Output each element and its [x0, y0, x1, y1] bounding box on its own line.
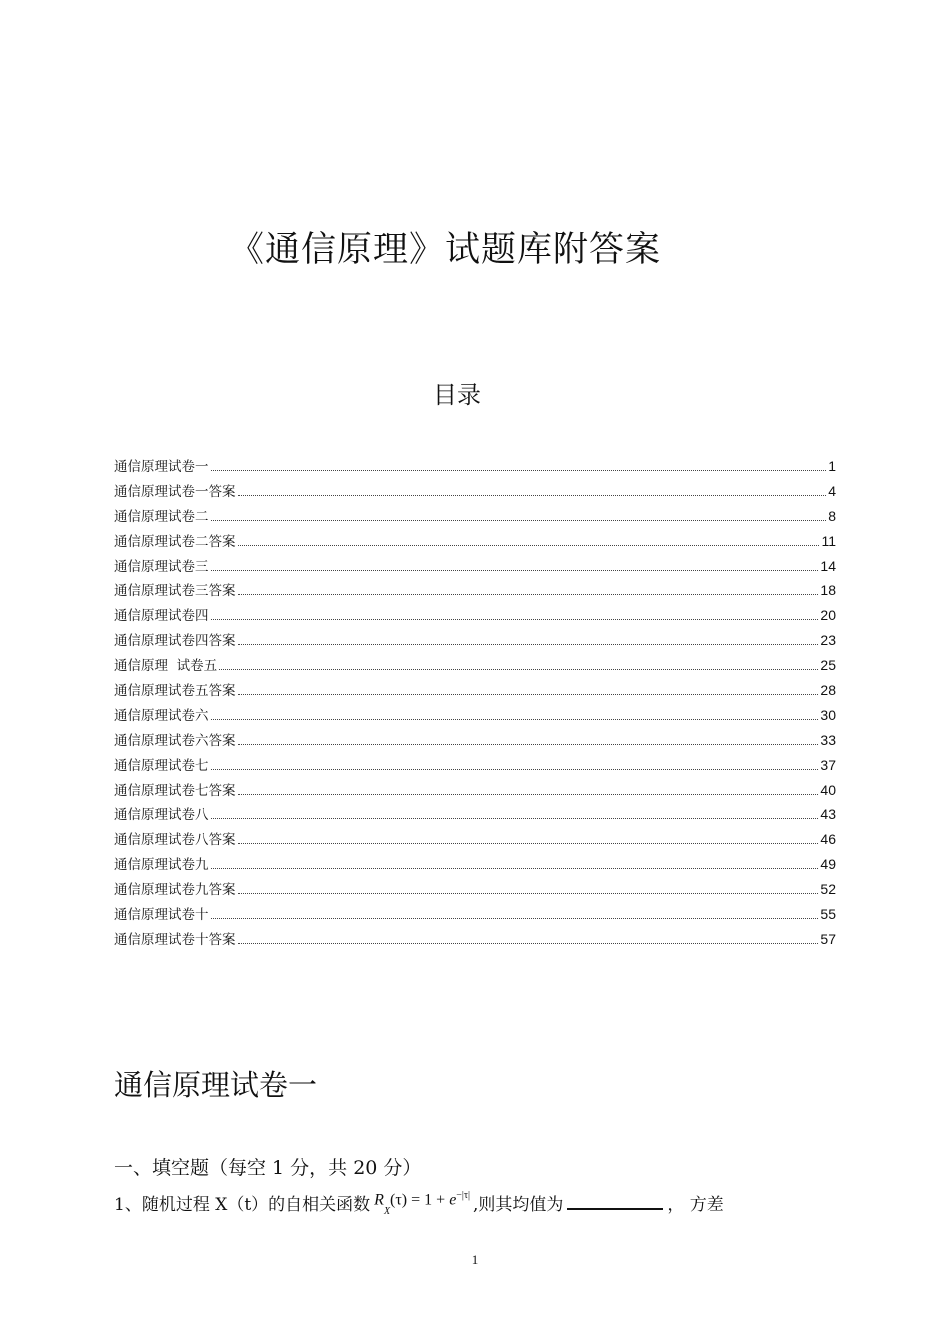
- toc-leader-dots: [238, 842, 819, 844]
- toc-entry-label: 通信原理试卷三答案: [114, 583, 236, 600]
- table-of-contents: [114, 455, 836, 953]
- toc-heading: 目录: [433, 381, 481, 409]
- toc-leader-dots: [238, 892, 819, 894]
- toc-leader-dots: [211, 469, 827, 471]
- question-prefix: 1、随机过程 X（t）的自相关函数: [114, 1195, 371, 1215]
- toc-leader-dots: [238, 743, 819, 745]
- toc-entry[interactable]: [114, 828, 836, 853]
- question-suffix: ， 方差: [667, 1195, 724, 1215]
- toc-entry-label: 通信原理试卷四答案: [114, 633, 236, 650]
- toc-entry-page: 37: [820, 756, 836, 773]
- toc-entry-page: 57: [820, 930, 836, 947]
- toc-entry-label: 通信原理试卷一: [114, 459, 209, 475]
- toc-entry-page: 28: [820, 682, 836, 699]
- toc-leader-dots: [211, 519, 827, 521]
- toc-entry[interactable]: [114, 853, 836, 878]
- toc-entry-page: 55: [820, 906, 836, 923]
- toc-entry[interactable]: [114, 903, 836, 928]
- toc-entry-page: 18: [820, 582, 836, 599]
- toc-entry-label: 通信原理 试卷五: [114, 658, 218, 675]
- page-number: 1: [471, 1252, 479, 1267]
- toc-entry[interactable]: [114, 455, 836, 480]
- formula-body: (τ) = 1 +: [390, 1191, 450, 1208]
- toc-entry-label: 通信原理试卷十答案: [114, 931, 236, 948]
- toc-entry[interactable]: [114, 604, 836, 629]
- toc-entry-page: 49: [820, 856, 836, 873]
- toc-entry-label: 通信原理试卷十: [114, 907, 209, 924]
- toc-entry[interactable]: [114, 729, 836, 754]
- toc-entry-label: 通信原理试卷五答案: [114, 683, 236, 700]
- toc-leader-dots: [211, 817, 819, 819]
- toc-entry-page: 20: [820, 607, 836, 624]
- toc-leader-dots: [211, 718, 819, 720]
- toc-leader-dots: [211, 867, 819, 869]
- toc-entry-label: 通信原理试卷四: [114, 608, 209, 625]
- toc-entry[interactable]: [114, 579, 836, 604]
- toc-leader-dots: [211, 768, 819, 770]
- toc-leader-dots: [211, 618, 819, 620]
- toc-leader-dots: [238, 593, 819, 595]
- toc-entry[interactable]: [114, 480, 836, 505]
- subsection-heading: 一、填空题（每空 1 分，共 20 分）: [114, 1157, 422, 1179]
- toc-entry-page: 23: [820, 632, 836, 649]
- toc-leader-dots: [211, 569, 819, 571]
- toc-entry-page: 8: [828, 507, 836, 524]
- toc-entry-label: 通信原理试卷六: [114, 707, 209, 724]
- toc-entry-page: 4: [828, 482, 836, 499]
- toc-entry[interactable]: [114, 505, 836, 530]
- section-title: 通信原理试卷一: [114, 1068, 318, 1102]
- toc-entry-label: 通信原理试卷二: [114, 508, 209, 525]
- toc-entry[interactable]: [114, 928, 836, 953]
- formula-subscript: X: [383, 1206, 391, 1218]
- document-title: 《通信原理》试题库附答案: [228, 230, 661, 270]
- toc-entry[interactable]: [114, 555, 836, 580]
- toc-entry-label: 通信原理试卷八答案: [114, 832, 236, 849]
- toc-leader-dots: [238, 544, 820, 546]
- toc-entry[interactable]: [114, 704, 836, 729]
- toc-entry-label: 通信原理试卷三: [114, 558, 209, 575]
- toc-leader-dots: [238, 942, 819, 944]
- formula-e: e: [449, 1191, 457, 1208]
- toc-entry-label: 通信原理试卷七: [114, 757, 209, 774]
- toc-entry-page: 14: [820, 557, 836, 574]
- toc-entry-label: 通信原理试卷九答案: [114, 882, 236, 899]
- toc-entry-page: 46: [820, 831, 836, 848]
- toc-leader-dots: [238, 693, 819, 695]
- toc-entry-label: 通信原理试卷六答案: [114, 732, 236, 749]
- toc-entry-page: 40: [820, 781, 836, 798]
- toc-entry[interactable]: [114, 803, 836, 828]
- toc-entry[interactable]: [114, 754, 836, 779]
- formula-exponent: −|τ|: [456, 1189, 470, 1201]
- toc-leader-dots: [238, 643, 819, 645]
- question-middle: ,则其均值为: [472, 1195, 564, 1215]
- autocorrelation-formula: [374, 1189, 470, 1218]
- toc-entry-page: 33: [820, 731, 836, 748]
- toc-entry[interactable]: [114, 779, 836, 804]
- answer-blank[interactable]: [567, 1192, 663, 1210]
- toc-entry-label: 通信原理试卷七答案: [114, 782, 236, 799]
- toc-entry[interactable]: [114, 878, 836, 903]
- toc-entry[interactable]: [114, 679, 836, 704]
- formula-r: R: [374, 1191, 384, 1208]
- toc-entry-label: 通信原理试卷二答案: [114, 533, 236, 550]
- toc-leader-dots: [219, 668, 818, 670]
- toc-entry-page: 11: [821, 532, 836, 549]
- toc-entry-label: 通信原理试卷一答案: [114, 483, 236, 500]
- toc-entry-page: 1: [828, 458, 836, 474]
- toc-entry[interactable]: [114, 629, 836, 654]
- toc-entry-page: 25: [820, 657, 836, 674]
- toc-entry[interactable]: [114, 654, 836, 679]
- question-1: [114, 1190, 724, 1217]
- toc-entry-label: 通信原理试卷八: [114, 807, 209, 824]
- toc-entry-page: 43: [820, 806, 836, 823]
- toc-entry[interactable]: [114, 530, 836, 555]
- toc-entry-page: 52: [820, 881, 836, 898]
- toc-leader-dots: [238, 494, 827, 496]
- toc-entry-label: 通信原理试卷九: [114, 857, 209, 874]
- toc-entry-page: 30: [820, 706, 836, 723]
- toc-leader-dots: [211, 917, 819, 919]
- toc-leader-dots: [238, 793, 819, 795]
